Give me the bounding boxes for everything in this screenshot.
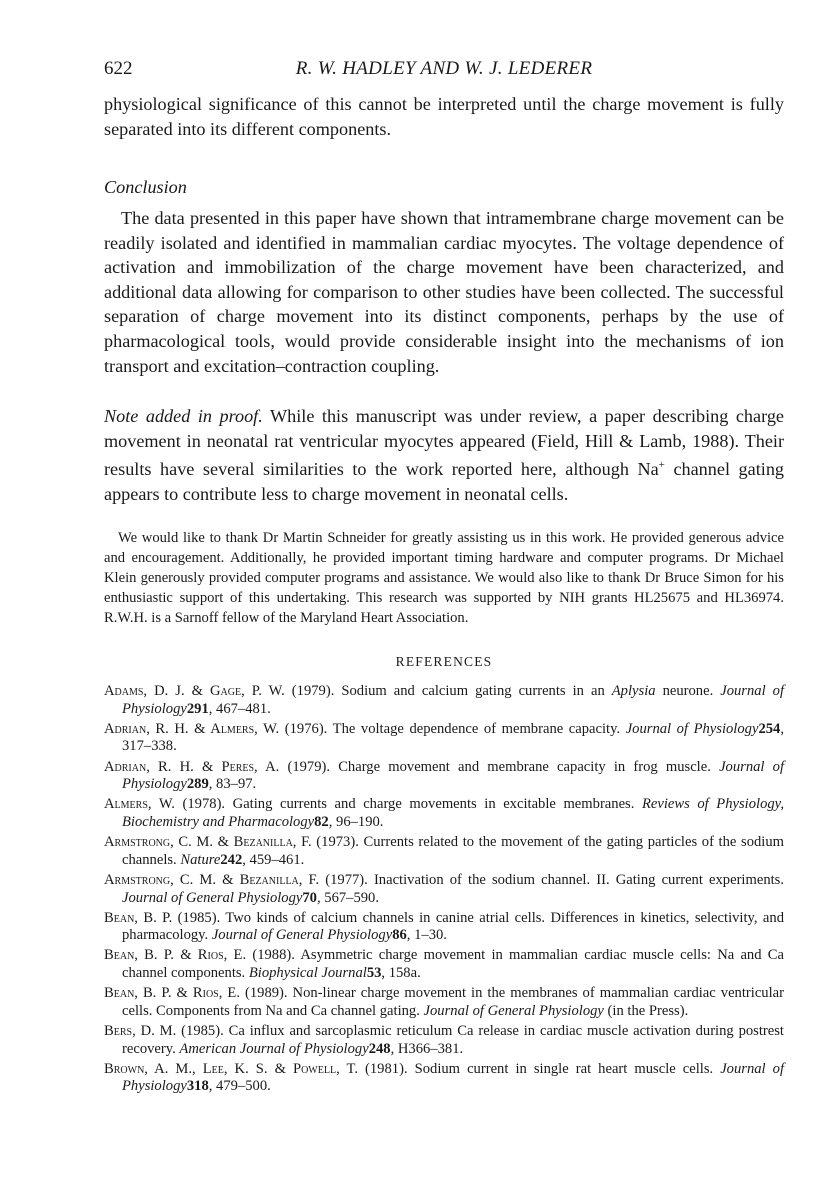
reference-pages: , 479–500. [208, 1078, 271, 1095]
reference-year-title: (1977). Inactivation of the sodium channel. II. Gating current experiments. [319, 871, 784, 888]
reference-pages: , 83–97. [208, 776, 257, 793]
reference-title-tail: neurone. [655, 683, 721, 699]
reference-list [104, 683, 784, 1099]
reference-year-title: (1979). Charge movement and membrane capacity in frog muscle. [279, 758, 720, 775]
reference-journal: Journal of General Physiology [423, 1002, 604, 1019]
reference-volume: 291 [186, 700, 209, 717]
continuation-paragraph: physiological significance of this cannot be interpreted until the charge movement is fully separated into its different components. [104, 94, 784, 139]
note-superscript: + [658, 459, 665, 472]
reference-year-title: (1978). Gating currents and charge movements in excitable membranes. [174, 796, 642, 813]
reference-item [104, 683, 784, 718]
note-lead: Note added in proof. [104, 406, 263, 426]
reference-pages: , 459–461. [242, 851, 305, 868]
running-title: R. W. HADLEY AND W. J. LEDERER [295, 58, 593, 79]
reference-pages: , 567–590. [316, 889, 379, 906]
reference-pages: , 1–30. [406, 927, 447, 944]
reference-journal: Nature [180, 851, 221, 868]
reference-journal: Journal of Physiology [122, 758, 784, 793]
reference-item [104, 985, 784, 1020]
reference-volume: 254 [758, 720, 781, 737]
reference-item [104, 947, 784, 982]
reference-authors: Armstrong, C. M. & Bezanilla, F. [104, 871, 320, 888]
note-added-in-proof [104, 404, 784, 506]
reference-journal: American Journal of Physiology [179, 1040, 369, 1057]
reference-item [104, 721, 784, 756]
reference-authors: Bean, B. P. & Rios, E. [104, 985, 240, 1002]
note-text-after: channel gating appears to contribute less to charge movement in neonatal cells. [104, 459, 785, 504]
reference-year-title: (1985). Two kinds of calcium channels in canine atrial cells. Differences in kinetics, selectivity, and pharmacology. [122, 909, 784, 944]
reference-year-title: (1981). Sodium current in single rat heart muscle cells. [357, 1060, 721, 1077]
reference-journal: Journal of General Physiology [122, 889, 303, 906]
reference-item [104, 759, 784, 794]
acknowledgement: We would like to thank Dr Martin Schneider for greatly assisting us in this work. He provided generous advice and encouragement. Additionally, he provided important timing hardware and computer programs. Dr Michael Klein generously provided computer programs and assistance. We would also like to thank Dr Bruce Simon for his enthusiastic support of this undertaking. This research was supported by NIH grants HL25675 and HL36974. R.W.H. is a Sarnoff fellow of the Maryland Heart Association. [104, 530, 784, 626]
running-head [104, 58, 784, 82]
reference-volume: 242 [220, 851, 243, 868]
reference-year-title: (1989). Non-linear charge movement in the membranes of mammalian cardiac ventricular cells. Components from Na and Ca channel gating. [122, 985, 784, 1019]
reference-pages: , 96–190. [328, 813, 384, 830]
reference-journal: Biophysical Journal [248, 965, 367, 982]
reference-pages: , 317–338. [122, 720, 784, 755]
page-number: 622 [104, 58, 133, 79]
reference-authors: Bean, B. P. [104, 909, 173, 926]
section-heading-conclusion: Conclusion [104, 177, 187, 197]
reference-journal: Reviews of Physiology, Biochemistry and Pharmacology [122, 796, 784, 830]
reference-authors: Bean, B. P. & Rios, E. [104, 947, 247, 964]
reference-item [104, 910, 784, 945]
note-text-before: While this manuscript was under review, a paper describing charge movement in neonatal rat ventricular myocytes appeared (Field, Hill & Lamb, 1988). Their results have several similarities to the work reported here, although Na [104, 406, 784, 480]
reference-authors: Bers, D. M. [104, 1023, 177, 1040]
reference-volume: 318 [186, 1078, 209, 1095]
reference-volume: 289 [186, 776, 209, 793]
reference-volume: 53 [366, 965, 382, 982]
reference-pages: , 158a. [381, 965, 421, 982]
reference-pages: , H366–381. [390, 1040, 464, 1057]
reference-journal: Journal of Physiology [122, 683, 785, 717]
reference-authors: Adrian, R. H. & Peres, A. [104, 758, 280, 775]
conclusion-paragraph: The data presented in this paper have shown that intramembrane charge movement can be readily isolated and identified in mammalian cardiac myocytes. The voltage dependence of activation and immobilization of the charge movement have been characterized, and additional data allowing for comparison to other studies have been collected. The successful separation of charge movement into its distinct components, perhaps by the use of pharmacological tools, would provide considerable insight into the mechanisms of ion transport and excitation–contraction coupling. [104, 208, 784, 376]
reference-item [104, 834, 784, 869]
reference-year-title: (1985). Ca influx and sarcoplasmic reticulum Ca release in cardiac muscle activation during postrest recovery. [122, 1023, 784, 1057]
reference-pages: (in the Press). [603, 1002, 689, 1019]
reference-volume: 86 [392, 927, 407, 944]
reference-year-title: (1976). The voltage dependence of membrane capacity. [279, 720, 626, 737]
reference-year-title: (1979). Sodium and calcium gating currents in an [284, 683, 612, 699]
reference-authors: Adrian, R. H. & Almers, W. [104, 720, 280, 737]
reference-year-title: (1988). Asymmetric charge movement in mammalian cardiac muscle cells: Na and Ca channel components. [122, 947, 784, 982]
reference-authors: Adams, D. J. & Gage, P. W. [104, 683, 285, 699]
reference-pages: , 467–481. [208, 700, 271, 717]
reference-authors: Brown, A. M., Lee, K. S. & Powell, T. [104, 1060, 358, 1077]
references-heading: REFERENCES [395, 654, 493, 669]
reference-item [104, 1061, 784, 1096]
reference-volume: 82 [314, 813, 329, 830]
reference-authors: Almers, W. [104, 796, 175, 813]
reference-journal: Journal of General Physiology [211, 927, 393, 944]
reference-journal: Journal of Physiology [122, 1060, 784, 1095]
reference-item [104, 796, 784, 831]
reference-authors: Armstrong, C. M. & Bezanilla, F. [104, 834, 312, 851]
reference-title-italic: Aplysia [611, 683, 656, 699]
reference-journal: Journal of Physiology [625, 720, 759, 737]
reference-volume: 248 [368, 1040, 391, 1057]
reference-volume: 70 [302, 889, 317, 906]
reference-year-title: (1973). Currents related to the movement of the gating particles of the sodium channels. [122, 834, 784, 868]
reference-item [104, 1023, 784, 1058]
reference-item [104, 872, 784, 907]
